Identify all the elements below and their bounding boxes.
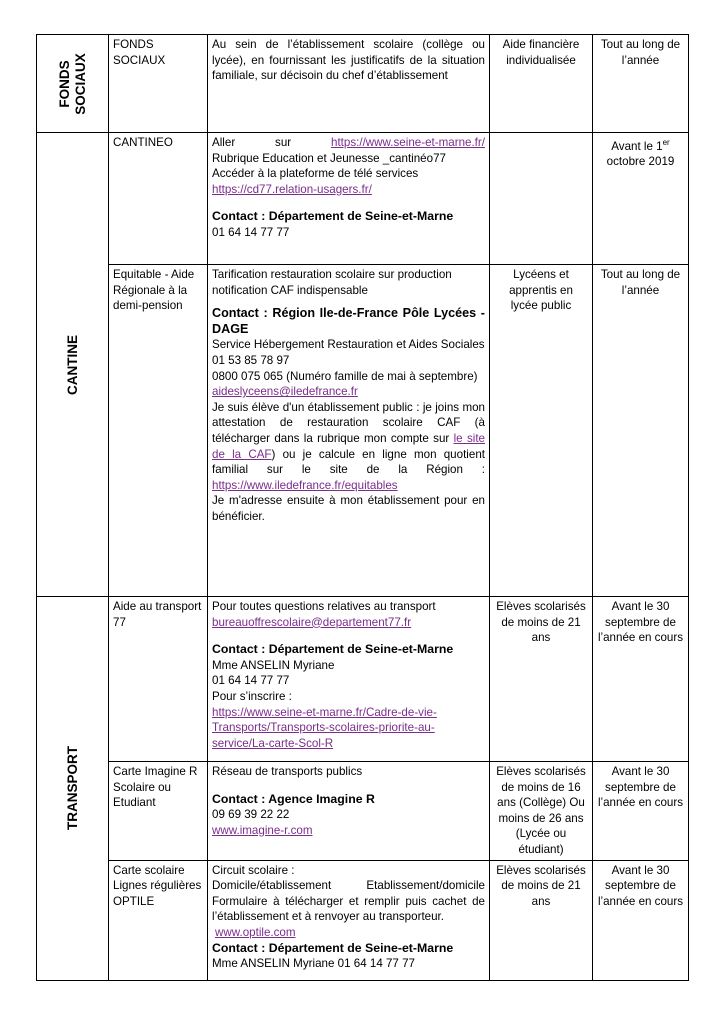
text: Je m'adresse ensuite à mon établissement pour en bénéficier. bbox=[212, 494, 485, 523]
contact-label: Contact : Agence Imagine R bbox=[212, 791, 375, 806]
carte-scol-link[interactable]: https://www.seine-et-marne.fr/Cadre-de-vie- bbox=[212, 705, 437, 719]
carte-scol-link[interactable]: Transports/Transports-scolaires-priorite-au- bbox=[212, 721, 435, 735]
public-cell: Elèves scolarisés de moins de 16 ans (Collège) Ou moins de 26 ans (Lycée ou étudiant) bbox=[490, 762, 593, 861]
category-label: FONDS bbox=[56, 59, 72, 108]
dispositif-cell: Equitable - Aide Régionale à la demi-pension bbox=[109, 265, 208, 597]
date-text: Avant le 1 bbox=[611, 139, 663, 153]
phone-number: 09 69 39 22 22 bbox=[212, 808, 290, 822]
description-cell bbox=[208, 265, 490, 597]
description-cell bbox=[208, 860, 490, 980]
row-fonds-sociaux bbox=[37, 35, 689, 133]
category-label: TRANSPORT bbox=[64, 746, 80, 831]
row-equitable bbox=[37, 265, 689, 597]
row-aide-transport bbox=[37, 597, 689, 762]
date-cell: Avant le 30 septembre de l’année en cours bbox=[593, 762, 689, 861]
phone-number: 01 64 14 77 77 bbox=[212, 674, 290, 688]
text: Domicile/établissement Etablissement/domicile Formulaire à télécharger et remplir puis cachet de l’établissement et à renvoyer au transporteur. bbox=[212, 879, 485, 924]
text: Rubrique Education et Jeunesse _cantinéo77 bbox=[212, 151, 446, 165]
text: Accéder à la plateforme de télé services bbox=[212, 167, 419, 181]
public-cell bbox=[490, 133, 593, 265]
text: sur bbox=[275, 136, 292, 149]
row-optile bbox=[37, 860, 689, 980]
row-imagine-r bbox=[37, 762, 689, 861]
text: Pour s’inscrire : bbox=[212, 689, 292, 703]
contact-label: Contact : Département de Seine-et-Marne bbox=[212, 209, 454, 224]
category-transport bbox=[37, 597, 109, 981]
dispositif-cell: CANTINEO bbox=[109, 133, 208, 265]
public-cell: Elèves scolarisés de moins de 21 ans bbox=[490, 860, 593, 980]
optile-link[interactable]: www.optile.com bbox=[215, 925, 296, 939]
description-cell: Au sein de l’établissement scolaire (collège ou lycée), en fournissant les justificatifs de la situation familiale, sur décisoin du chef d’établissement bbox=[208, 35, 490, 133]
text: Pour toutes questions relatives au transport bbox=[212, 600, 436, 613]
dispositif-cell: Carte Imagine R Scolaire ou Etudiant bbox=[109, 762, 208, 861]
public-cell: Elèves scolarisés de moins de 21 ans bbox=[490, 597, 593, 762]
phone-number: 01 53 85 78 97 bbox=[212, 353, 290, 367]
date-cell: Avant le 30 septembre de l’année en cours bbox=[593, 860, 689, 980]
email-link[interactable]: bureauoffrescolaire@departement77.fr bbox=[212, 615, 412, 629]
text: Réseau de transports publics bbox=[212, 765, 363, 778]
category-label: SOCIAUX bbox=[72, 52, 88, 115]
description-cell bbox=[208, 762, 490, 861]
date-cell bbox=[593, 133, 689, 265]
text: Circuit scolaire : bbox=[212, 863, 295, 877]
carte-scol-link[interactable]: service/La-carte-Scol-R bbox=[212, 736, 334, 750]
aids-table bbox=[36, 34, 689, 981]
public-cell: Aide financière individualisée bbox=[490, 35, 593, 133]
dispositif-cell: Carte scolaire Lignes régulières OPTILE bbox=[109, 860, 208, 980]
phone-number: 01 64 14 77 77 bbox=[212, 225, 290, 239]
public-cell: Lycéens et apprentis en lycée public bbox=[490, 265, 593, 597]
dispositif-cell: Aide au transport 77 bbox=[109, 597, 208, 762]
text: Aller bbox=[212, 136, 236, 149]
category-fonds-sociaux bbox=[37, 35, 109, 133]
text: Service Hébergement Restauration et Aides Sociales bbox=[212, 338, 485, 352]
contact-label: Contact : Département de Seine-et-Marne bbox=[212, 940, 454, 955]
contact-label: Contact : Département de Seine-et-Marne bbox=[212, 642, 454, 657]
category-cantine bbox=[37, 133, 109, 597]
relation-usagers-link[interactable]: https://cd77.relation-usagers.fr/ bbox=[212, 182, 372, 196]
iledefrance-link[interactable]: https://www.iledefrance.fr/equitables bbox=[212, 478, 398, 492]
description-cell bbox=[208, 597, 490, 762]
dispositif-cell: FONDS SOCIAUX bbox=[109, 35, 208, 133]
phone-number: 0800 075 065 (Numéro famille de mai à septembre) bbox=[212, 369, 478, 383]
text: Je suis élève d'un établissement public : je joins mon attestation de restauration scolaire CAF (à télécharger dans la rubrique mon compte sur bbox=[212, 400, 485, 445]
date-text: octobre 2019 bbox=[606, 155, 675, 169]
text: Tarification restauration scolaire sur production notification CAF indispensable bbox=[212, 268, 452, 297]
seine-et-marne-link[interactable]: https://www.seine-et-marne.fr/ bbox=[331, 136, 485, 149]
date-cell: Avant le 30 septembre de l’année en cours bbox=[593, 597, 689, 762]
caf-site-link[interactable]: le site de la CAF bbox=[212, 431, 485, 461]
description-cell bbox=[208, 133, 490, 265]
email-link[interactable]: aideslyceens@iledefrance.fr bbox=[212, 385, 358, 399]
contact-person: Mme ANSELIN Myriane bbox=[212, 658, 335, 672]
contact-label: Contact : Région Ile-de-France Pôle Lycées - DAGE bbox=[212, 306, 485, 336]
text: ) ou je calcule en ligne mon quotient familial sur le site de la Région : bbox=[212, 447, 485, 477]
row-cantineo bbox=[37, 133, 689, 265]
date-cell: Tout au long de l’année bbox=[593, 35, 689, 133]
date-cell: Tout au long de l’année bbox=[593, 265, 689, 597]
imagine-r-link[interactable]: www.imagine-r.com bbox=[212, 823, 313, 837]
superscript: er bbox=[662, 138, 670, 147]
contact-person: Mme ANSELIN Myriane 01 64 14 77 77 bbox=[212, 957, 415, 971]
category-label: CANTINE bbox=[64, 334, 80, 395]
